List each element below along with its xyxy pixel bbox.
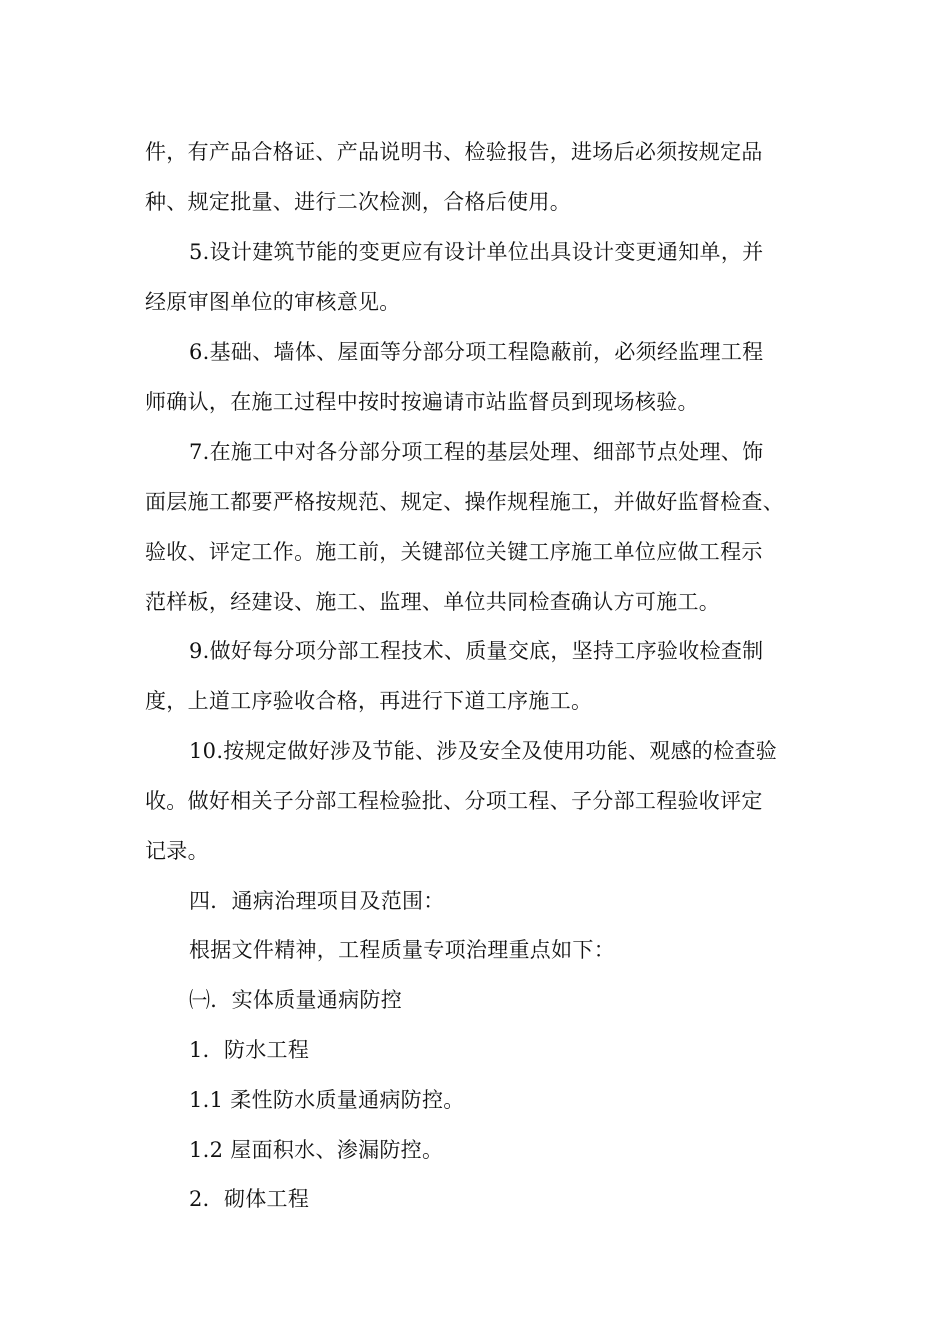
paragraph-line: 记录。 [145, 839, 209, 863]
paragraph-line: 师确认，在施工过程中按时按遍请市站监督员到现场核验。 [145, 390, 699, 414]
list-item: 1．防水工程 [189, 1038, 310, 1062]
paragraph-line: 度，上道工序验收合格，再进行下道工序施工。 [145, 689, 593, 713]
paragraph-line: 9.做好每分项分部工程技术、质量交底，坚持工序验收检查制 [189, 639, 764, 663]
paragraph-line: 件，有产品合格证、产品说明书、检验报告，进场后必须按规定品 [145, 140, 763, 164]
paragraph-line: 面层施工都要严格按规范、规定、操作规程施工，并做好监督检查、 [145, 490, 784, 514]
paragraph-line: 7.在施工中对各分部分项工程的基层处理、细部节点处理、饰 [189, 440, 764, 464]
paragraph-line: 范样板，经建设、施工、监理、单位共同检查确认方可施工。 [145, 590, 721, 614]
paragraph-line: 收。做好相关子分部工程检验批、分项工程、子分部工程验收评定 [145, 789, 763, 813]
paragraph-line: 6.基础、墙体、屋面等分部分项工程隐蔽前，必须经监理工程 [189, 340, 764, 364]
paragraph-line: 10.按规定做好涉及节能、涉及安全及使用功能、观感的检查验 [189, 739, 778, 763]
paragraph-line: 根据文件精神，工程质量专项治理重点如下： [189, 938, 615, 962]
list-item: 1.2 屋面积水、渗漏防控。 [189, 1138, 444, 1162]
subsection-heading: ㈠．实体质量通病防控 [189, 988, 402, 1012]
paragraph-line: 验收、评定工作。施工前，关键部位关键工序施工单位应做工程示 [145, 540, 763, 564]
paragraph-line: 经原审图单位的审核意见。 [145, 290, 401, 314]
list-item: 2．砌体工程 [189, 1187, 310, 1211]
section-heading: 四．通病治理项目及范围： [189, 889, 445, 913]
paragraph-line: 种、规定批量、进行二次检测，合格后使用。 [145, 190, 571, 214]
list-item: 1.1 柔性防水质量通病防控。 [189, 1088, 465, 1112]
paragraph-line: 5.设计建筑节能的变更应有设计单位出具设计变更通知单，并 [189, 240, 764, 264]
